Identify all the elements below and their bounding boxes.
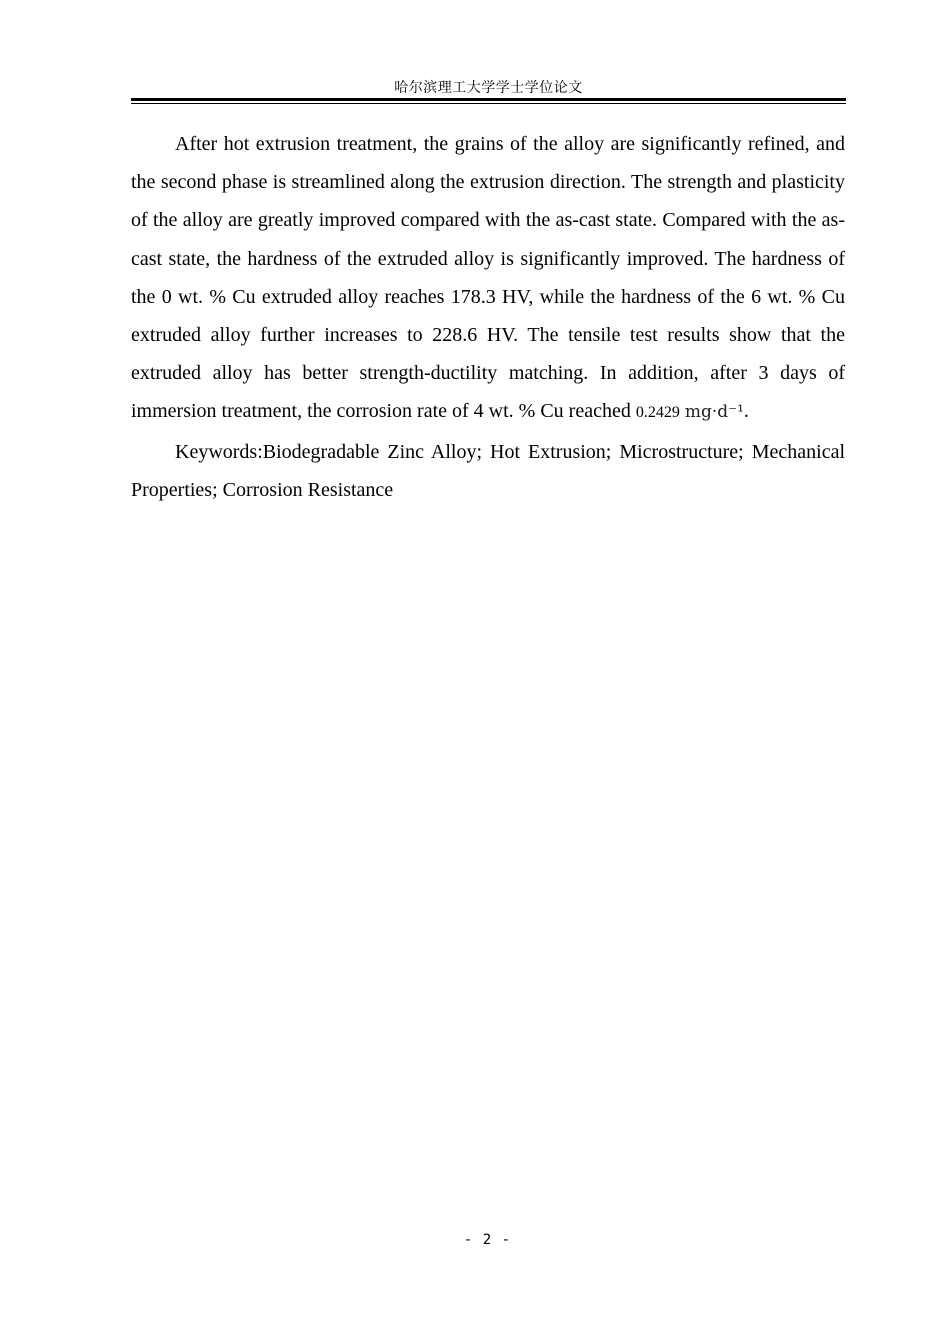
keywords-label: Keywords: <box>175 440 263 463</box>
page-header-title: 哈尔滨理工大学学士学位论文 <box>394 80 583 96</box>
keywords-list: Biodegradable Zinc Alloy; Hot Extrusion; Microstructure; Mechanical Properties; Corrosion Resistance <box>131 440 845 501</box>
abstract-body <box>131 125 845 509</box>
abstract-paragraph-end: . <box>743 400 749 423</box>
header-rule-thin <box>131 103 846 104</box>
page-number: - 2 - <box>463 1232 512 1248</box>
header-rule-thick <box>131 98 846 101</box>
abstract-text: After hot extrusion treatment, the grains of the alloy are significantly refined, and the second phase is streamlined along the extrusion direction. The strength and plasticity of the alloy are greatly improved compared with the as-cast state. Compared with the as-cast state, the hardness of the extruded alloy is significantly improved. The hardness of the 0 wt. % Cu extruded alloy reaches 178.3 HV, while the hardness of the 6 wt. % Cu extruded alloy further increases to 228.6 HV. The tensile test results show that the extruded alloy has better strength-ductility matching. In addition, after 3 days of immersion treatment, the corrosion rate of 4 wt. % Cu reached <box>131 133 845 423</box>
abstract-paragraph <box>131 125 845 433</box>
corrosion-rate-value: 0.2429 <box>635 404 680 422</box>
keywords-paragraph <box>131 433 845 509</box>
corrosion-rate-unit: mg·d⁻¹ <box>684 402 744 423</box>
